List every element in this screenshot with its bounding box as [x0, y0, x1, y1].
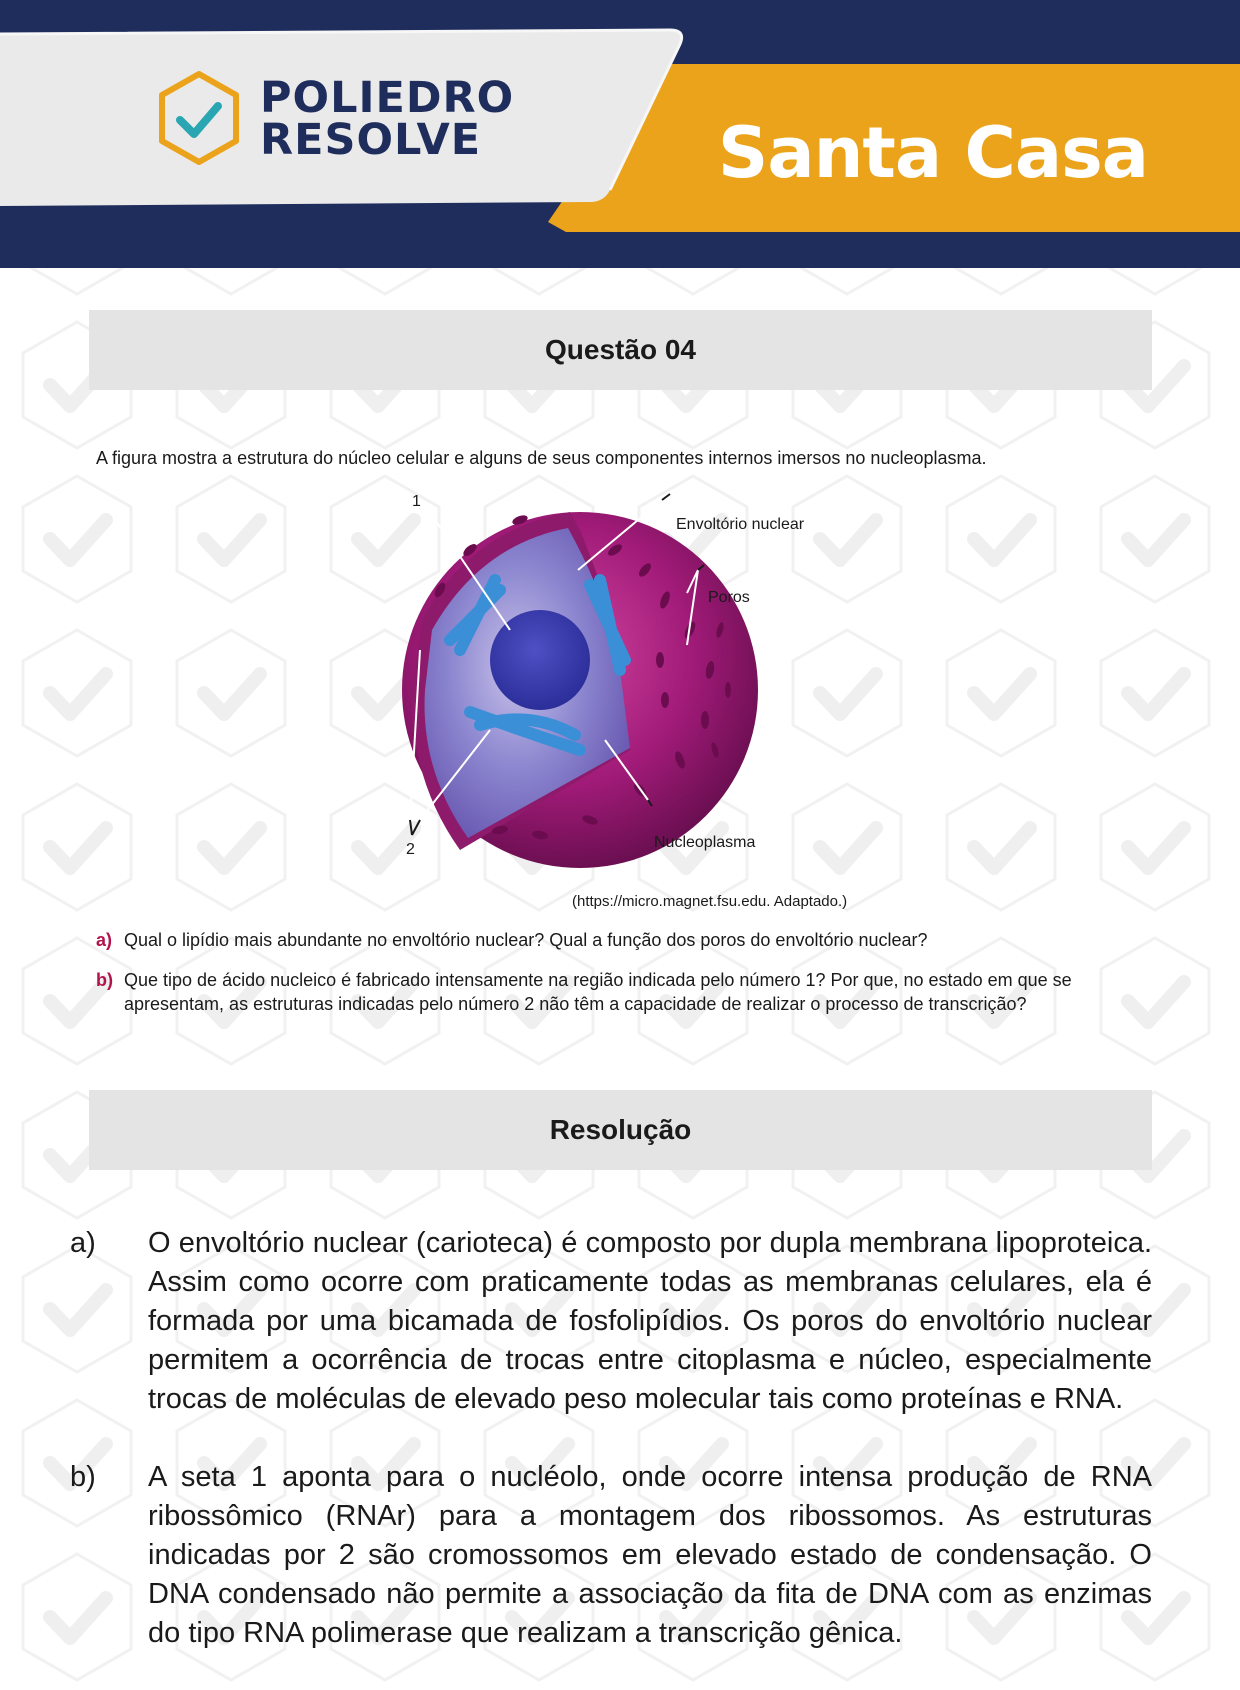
question-item-a [96, 928, 1131, 952]
question-item-letter: b) [96, 970, 113, 990]
brand-name-line2: RESOLVE [260, 115, 482, 165]
answer-item-letter: a) [70, 1227, 96, 1259]
answer-item-text: O envoltório nuclear (carioteca) é composto por dupla membrana lipoproteica. Assim como ocorre com praticamente todas as membranas celulares, ela é formada por uma bicamada de fosfolipídios. Os poros do envoltório nuclear permitem a ocorrência de trocas entre citoplasma e núcleo, especialmente trocas de moléculas de elevado peso molecular tais como proteínas e RNA. [148, 1227, 1152, 1415]
answer-item-b [70, 1458, 1152, 1653]
figure-label-1: 1 [412, 493, 421, 510]
figure-label-nucleoplasm: Nucleoplasma [654, 834, 756, 851]
page-header [0, 0, 1240, 268]
answer-item-letter: b) [70, 1461, 96, 1493]
question-title-bar [89, 310, 1152, 390]
cell-nucleus-figure [380, 490, 880, 890]
resolution-title-bar [89, 1090, 1152, 1170]
brand-name-line1: POLIEDRO [260, 73, 515, 123]
figure-label-pores: Poros [708, 589, 750, 606]
answer-item-text: A seta 1 aponta para o nucléolo, onde ocorre intensa produção de RNA ribossômico (RNAr) para a montagem dos ribossomos. As estruturas indicadas por 2 são cromossomos em elevado estado de condensação. O DNA condensado não permite a associação da fita de DNA com as enzimas do tipo RNA polimerase que realizam a transcrição gênica. [148, 1461, 1152, 1649]
question-intro-text: A figura mostra a estrutura do núcleo celular e alguns de seus componentes internos imersos no nucleoplasma. [96, 448, 987, 468]
question-item-text: Que tipo de ácido nucleico é fabricado intensamente na região indicada pelo número 1? Por que, no estado em que se apresentam, as estruturas indicadas pelo número 2 não têm a capacidade de realizar o processo de transcrição? [124, 970, 1072, 1014]
question-title: Questão 04 [545, 334, 696, 365]
question-item-b [96, 968, 1131, 1016]
poliedro-hexagon-check-icon [156, 70, 242, 166]
exam-title: Santa Casa [717, 112, 1148, 194]
question-item-letter: a) [96, 930, 113, 950]
figure-label-envelope: Envoltório nuclear [676, 516, 805, 533]
answer-item-a [70, 1224, 1152, 1419]
figure-label-2: 2 [406, 841, 415, 858]
question-item-text: Qual o lipídio mais abundante no envoltório nuclear? Qual a função dos poros do envoltório nuclear? [124, 930, 928, 950]
resolution-title: Resolução [549, 1114, 692, 1145]
nucleolus [490, 610, 590, 710]
figure-caption: (https://micro.magnet.fsu.edu. Adaptado.) [572, 893, 848, 910]
